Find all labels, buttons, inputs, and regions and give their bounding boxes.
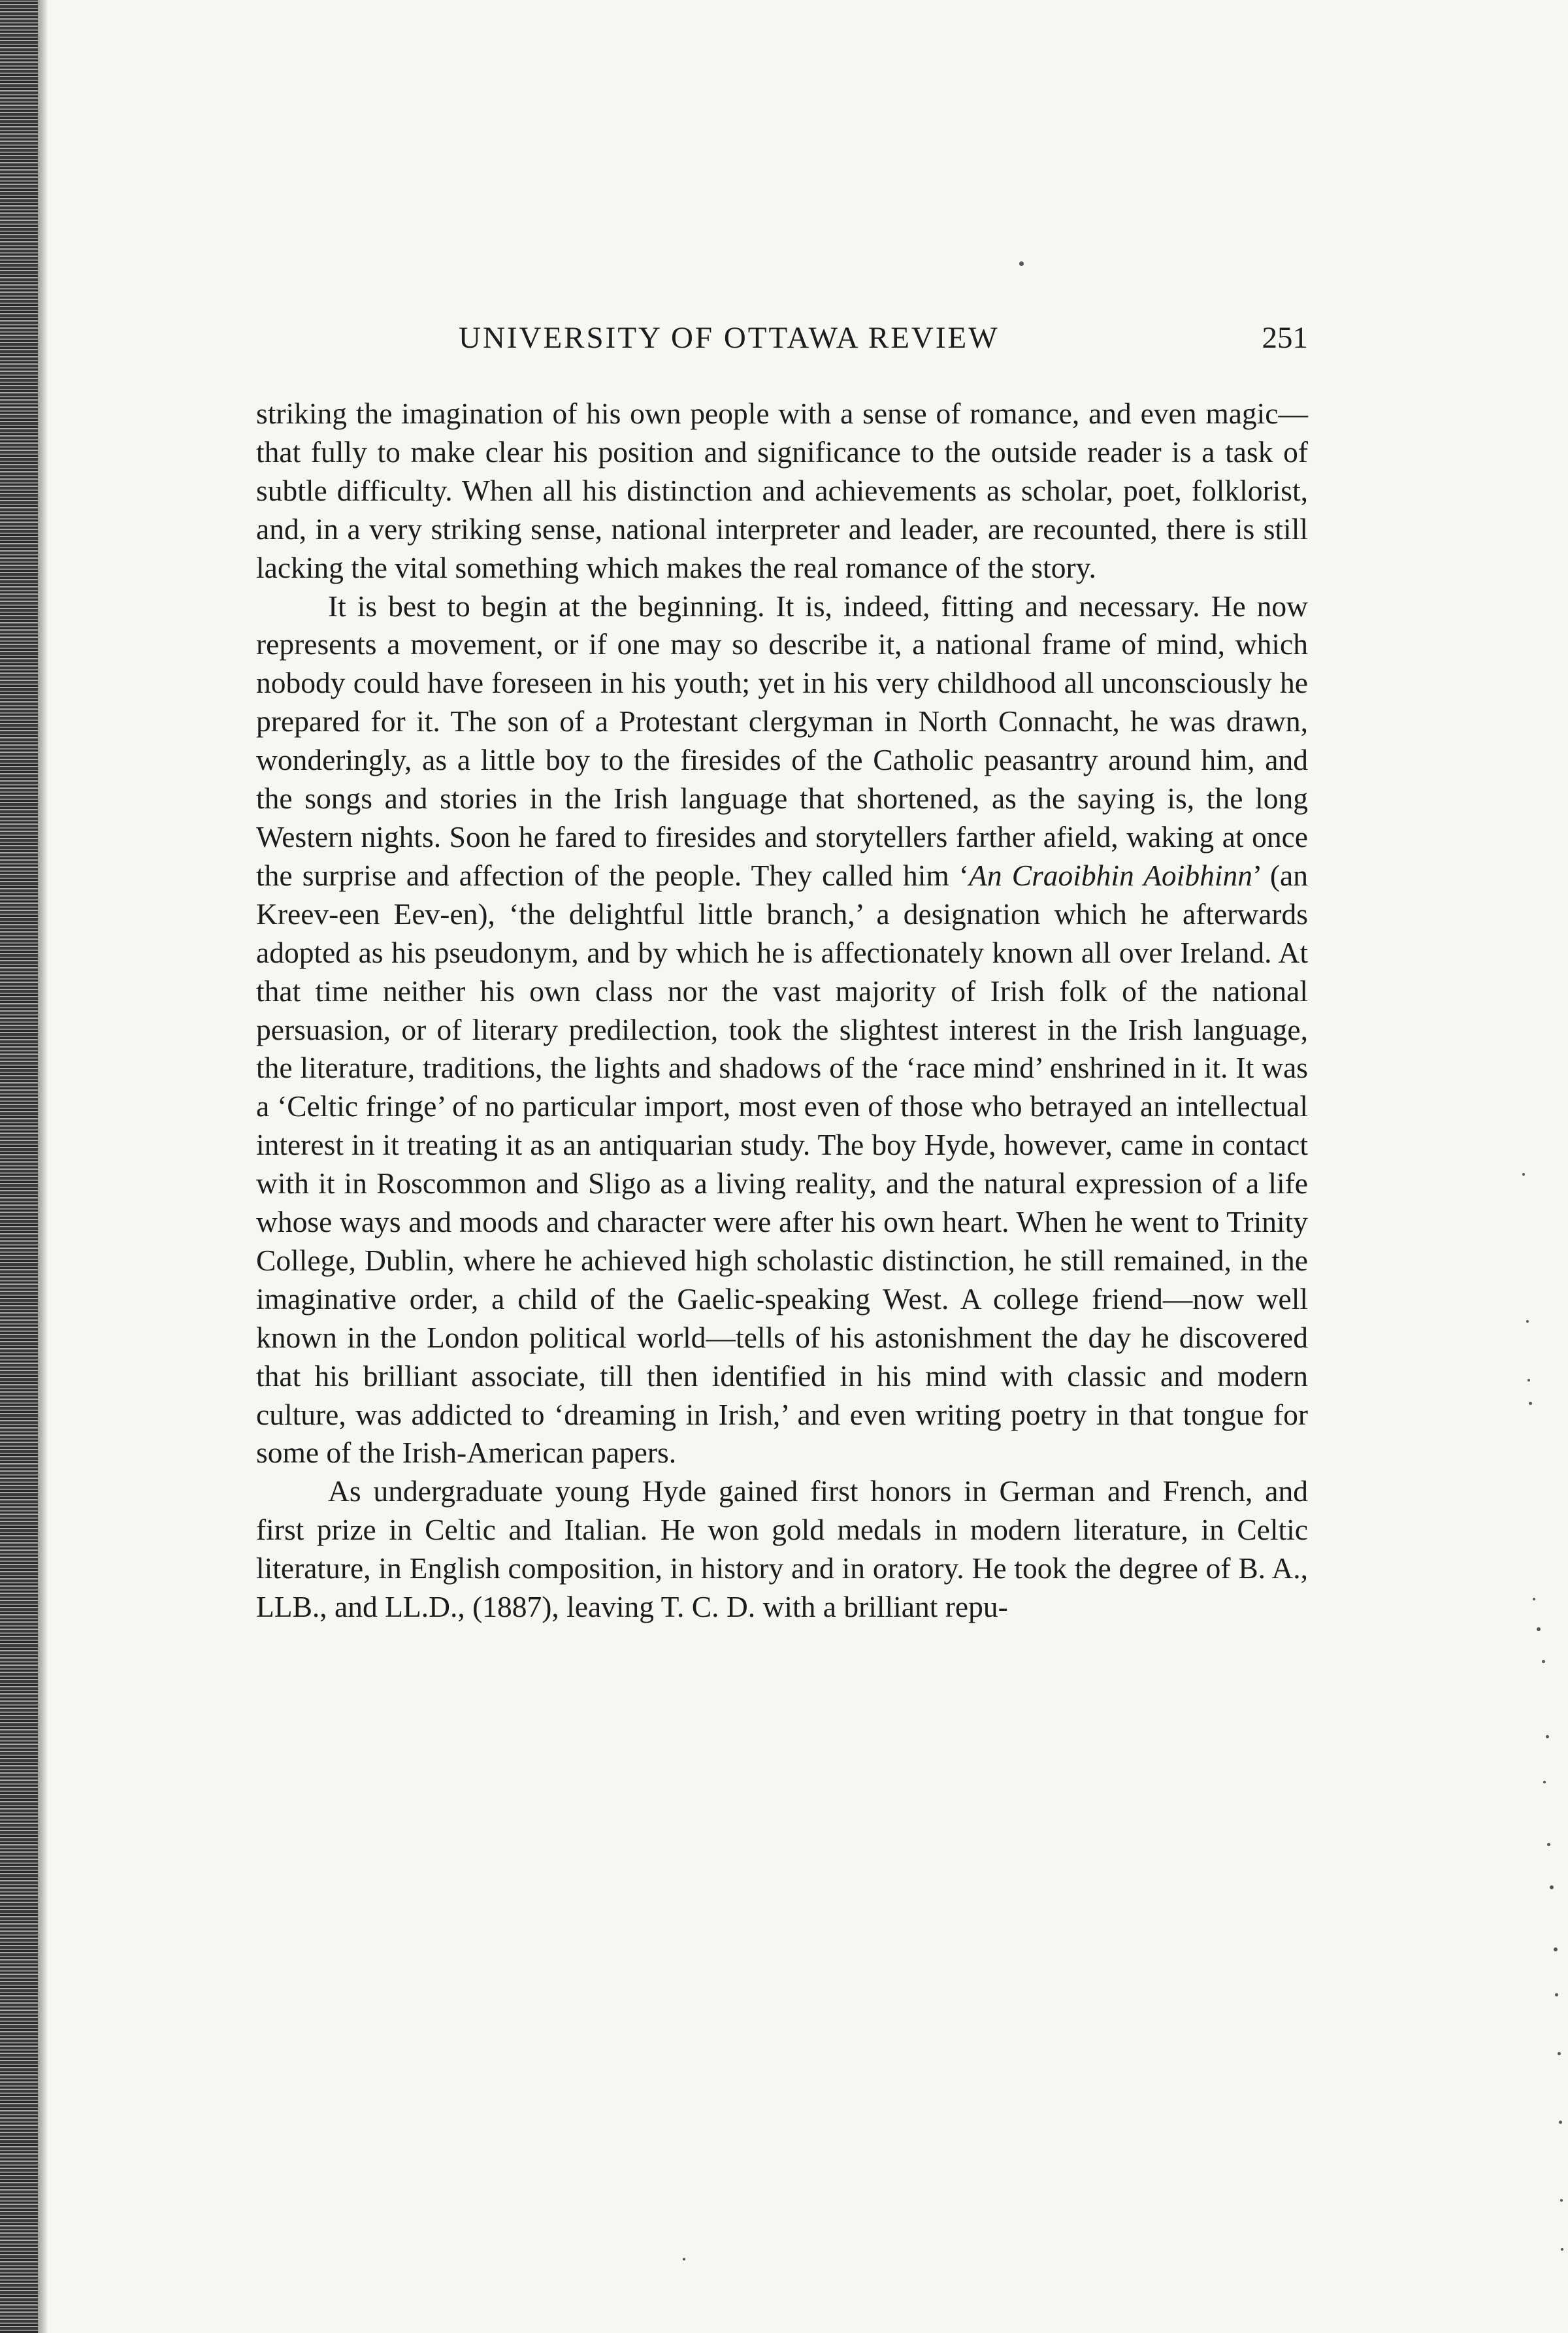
paragraph-3 (256, 1472, 1308, 1627)
scan-speck (1559, 2121, 1562, 2124)
scan-speck (1560, 2199, 1563, 2202)
scan-speck (1550, 1885, 1554, 1889)
scan-speck (1526, 1320, 1529, 1323)
scan-speck (1547, 1843, 1550, 1846)
scan-speck (1542, 1660, 1545, 1663)
scan-speck (1533, 1598, 1535, 1600)
page-binding-edge (0, 0, 38, 2333)
scan-speck (1554, 1947, 1558, 1951)
scan-speck (1546, 1735, 1549, 1738)
scan-speck (1537, 1627, 1541, 1631)
scan-speck (1019, 261, 1024, 266)
scan-speck (1522, 1173, 1525, 1176)
paragraph-1 (256, 395, 1308, 587)
scan-speck (1558, 2052, 1561, 2055)
pseudonym-italic: An Craoibhin Aoibhinn (969, 858, 1252, 892)
scan-speck (1529, 1402, 1532, 1405)
page-header (256, 320, 1308, 372)
paragraph-2 (256, 587, 1308, 1473)
paragraph-1-text: striking the imagination of his own people with a sense of romance, and even magic—that fully to make clear his position and significance to the outside reader is a task of subtle difficulty. When all his distinction and achievements as scholar, poet, folklorist, and, in a very striking sense, national interpreter and leader, are recounted, there is still lacking the vital something which makes the real romance of the story. (256, 397, 1308, 584)
scan-speck (1543, 1781, 1546, 1783)
paragraph-3-text: As undergraduate young Hyde gained first honors in German and French, and first prize in Celtic and Italian. He won gold medals in modern literature, in Celtic literature, in English composition, in history and in oratory. He took the degree of B. A., LLB., and LL.D., (1887), leaving T. C. D. with a brilliant repu- (256, 1474, 1308, 1624)
paragraph-2-text: It is best to begin at the beginning. It is, indeed, fitting and necessary. He now represents a movement, or if one may so describe it, a national frame of mind, which nobody could have foreseen in his youth; yet in his very childhood all unconsciously he prepared for it. The son of a Protestant clergyman in North Connacht, he was drawn, wonderingly, as a little boy to the firesides of the Catholic peasantry around him, and the songs and stories in the Irish language that shortened, as the saying is, the long Western nights. Soon he fared to firesides and storytellers farther afield, waking at once the surprise and affection of the people. They called him ‘ (256, 589, 1308, 892)
paragraph-2-text-continued: ’ (an Kreev-een Eev-en), ‘the delightful little branch,’ a designation which he afterwards adopted as his pseudonym, and by which he is affectionately known all over Ireland. At that time neither his own class nor the vast majority of Irish folk of the national persuasion, or of literary predilection, took the slightest interest in the Irish language, the literature, traditions, the lights and shadows of the ‘race mind’ enshrined in it. It was a ‘Celtic fringe’ of no particular import, most even of those who betrayed an intellectual interest in it treating it as an antiquarian study. The boy Hyde, however, came in contact with it in Roscommon and Sligo as a living reality, and the natural expression of a life whose ways and moods and character were after his own heart. When he went to Trinity College, Dublin, where he achieved high scholastic distinction, he still remained, in the imaginative order, a child of the Gaelic-speaking West. A college friend—now well known in the London political world—tells of his astonishment the day he discovered that his brilliant associate, till then identified in his mind with classic and modern culture, was addicted to ‘dreaming in Irish,’ and even writing poetry in that tongue for some of the Irish-American papers. (256, 858, 1308, 1470)
scan-speck (683, 2258, 685, 2260)
running-head: UNIVERSITY OF OTTAWA REVIEW (459, 321, 1000, 355)
body-text (256, 395, 1308, 1627)
scan-speck (1555, 1993, 1558, 1996)
scan-speck (1561, 2248, 1563, 2251)
page-number: 251 (1262, 321, 1308, 355)
scan-speck (1527, 1379, 1530, 1382)
